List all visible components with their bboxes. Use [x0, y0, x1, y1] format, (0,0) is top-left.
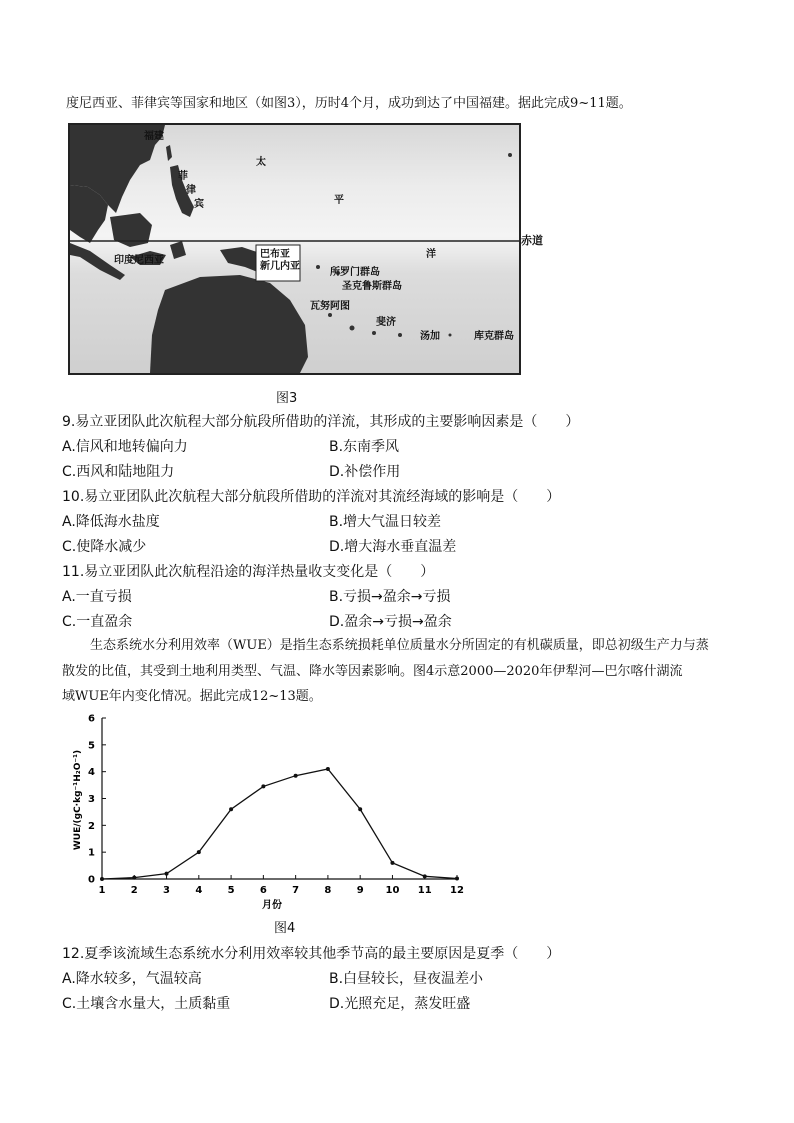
label-fiji: 斐济: [376, 317, 396, 328]
pacific-map: [68, 123, 521, 375]
chart-series: [100, 767, 459, 881]
x-tick-label: 3: [163, 885, 171, 896]
question-9-stem: 9.易立亚团队此次航程大部分航段所借助的洋流，其形成的主要影响因素是（ ）: [62, 414, 580, 430]
label-indonesia: 印度尼西亚: [114, 255, 164, 266]
label-cook: 库克群岛: [474, 331, 514, 342]
question-10-option-b: B.增大气温日较差: [329, 514, 442, 530]
question-11-option-b: B.亏损→盈余→亏损: [329, 589, 451, 605]
label-ping: 平: [334, 195, 344, 206]
y-tick-label: 5: [88, 740, 95, 752]
wue-paragraph-line-2: 散发的比值，其受到土地利用类型、气温、降水等因素影响。图4示意2000—2020年伊犁河—巴尔喀什湖流: [62, 664, 683, 679]
question-11-option-c: C.一直盈余: [62, 614, 133, 630]
question-10-stem: 10.易立亚团队此次航程大部分航段所借助的洋流对其流经海域的影响是（ ）: [62, 489, 561, 505]
label-fujian: 福建: [144, 131, 164, 142]
wue-paragraph-line-1: 生态系统水分利用效率（WUE）是指生态系统损耗单位质量水分所固定的有机碳质量，即总初级生产力与蒸: [90, 638, 709, 653]
chart-axes: [102, 718, 457, 879]
x-tick-label: 11: [417, 885, 432, 896]
data-point: [455, 876, 459, 880]
y-tick-label: 6: [88, 713, 95, 725]
intro-line: 度尼西亚、菲律宾等国家和地区（如图3），历时4个月，成功到达了中国福建。据此完成9~11题。: [66, 96, 632, 111]
x-tick-label: 5: [227, 885, 235, 896]
series-line: [102, 769, 457, 879]
data-point: [358, 807, 362, 811]
data-point: [100, 877, 104, 881]
data-point: [390, 861, 394, 865]
data-point: [294, 774, 298, 778]
question-12-stem: 12.夏季该流域生态系统水分利用效率较其他季节高的最主要原因是夏季（ ）: [62, 946, 561, 962]
label-tai: 太: [256, 157, 266, 168]
map-caption: 图3: [276, 391, 298, 406]
label-tonga: 汤加: [420, 331, 440, 342]
y-tick-label: 1: [88, 847, 95, 859]
wue-paragraph-line-3: 域WUE年内变化情况。据此完成12~13题。: [62, 689, 322, 704]
x-tick-label: 1: [98, 885, 106, 896]
data-point: [261, 784, 265, 788]
label-santa-cruz: 圣克鲁斯群岛: [342, 281, 402, 292]
label-lv: 律: [186, 185, 196, 196]
data-point: [423, 874, 427, 878]
label-vanuatu: 瓦努阿图: [310, 301, 350, 312]
label-bin: 宾: [194, 199, 204, 210]
chart-x-axis-label: 月份: [262, 900, 282, 911]
question-9-option-a: A.信风和地转偏向力: [62, 439, 188, 455]
question-11-option-d: D.盈余→亏损→盈余: [329, 614, 452, 630]
wue-line-chart: [60, 708, 480, 913]
x-tick-label: 6: [259, 885, 267, 896]
question-10-option-a: A.降低海水盐度: [62, 514, 160, 530]
label-yang: 洋: [426, 249, 436, 260]
x-tick-label: 8: [324, 885, 332, 896]
data-point: [326, 767, 330, 771]
question-9-option-d: D.补偿作用: [329, 464, 401, 480]
question-11-option-a: A.一直亏损: [62, 589, 132, 605]
label-solomon: 所罗门群岛: [330, 267, 380, 278]
question-10-option-c: C.使降水减少: [62, 539, 147, 555]
x-tick-label: 4: [195, 885, 203, 896]
question-12-option-d: D.光照充足，蒸发旺盛: [329, 996, 471, 1012]
x-tick-label: 2: [130, 885, 138, 896]
data-point: [132, 876, 136, 880]
question-9-option-c: C.西风和陆地阻力: [62, 464, 175, 480]
data-point: [165, 872, 169, 876]
y-tick-label: 0: [88, 874, 95, 886]
chart-caption: 图4: [274, 921, 296, 936]
question-9-option-b: B.东南季风: [329, 439, 400, 455]
chart-y-axis-label: WUE/(gC·kg⁻¹H₂O⁻¹): [73, 749, 83, 851]
question-11-stem: 11.易立亚团队此次航程沿途的海洋热量收支变化是（ ）: [62, 564, 435, 580]
label-png: 巴布亚 新几内亚: [260, 249, 300, 272]
y-tick-label: 2: [88, 820, 95, 832]
equator-label: 赤道: [521, 234, 543, 247]
x-tick-label: 12: [450, 885, 464, 896]
label-fei: 菲: [178, 171, 188, 182]
data-point: [197, 850, 201, 854]
x-tick-label: 7: [292, 885, 300, 896]
question-10-option-d: D.增大海水垂直温差: [329, 539, 457, 555]
question-12-option-c: C.土壤含水量大，土质黏重: [62, 996, 231, 1012]
x-tick-label: 9: [356, 885, 364, 896]
question-12-option-b: B.白昼较长，昼夜温差小: [329, 971, 484, 987]
x-tick-label: 10: [385, 885, 400, 896]
question-12-option-a: A.降水较多，气温较高: [62, 971, 202, 987]
y-tick-label: 4: [88, 767, 95, 779]
data-point: [229, 807, 233, 811]
y-tick-label: 3: [88, 794, 95, 805]
